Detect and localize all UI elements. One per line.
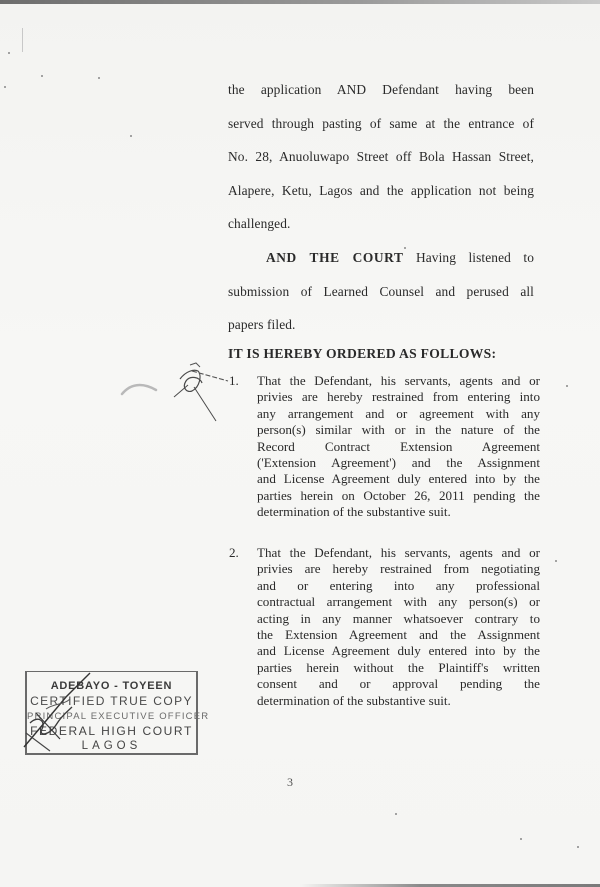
scan-speck bbox=[566, 385, 568, 387]
text-line: and License Agreement duly entered into by the bbox=[257, 643, 540, 659]
text-line: papers filed. bbox=[228, 317, 296, 332]
text-line: Record Contract Extension Agreement bbox=[257, 438, 540, 454]
scan-speck bbox=[8, 52, 10, 54]
text-line: Alapere, Ketu, Lagos and the application not being bbox=[228, 182, 534, 198]
scan-speck bbox=[98, 77, 100, 79]
scan-top-edge bbox=[0, 0, 600, 4]
text-line: No. 28, Anuoluwapo Street off Bola Hassan Street, bbox=[228, 149, 534, 164]
text-line: consent and or approval pending the bbox=[257, 676, 540, 692]
scan-speck bbox=[520, 838, 522, 840]
scan-speck bbox=[404, 247, 406, 249]
text-line: challenged. bbox=[228, 216, 291, 231]
stamp-certification: CERTIFIED TRUE COPY bbox=[30, 694, 193, 708]
text-line: ('Extension Agreement') and the Assignment bbox=[257, 455, 540, 471]
text-line: privies are hereby restrained from entering into bbox=[257, 389, 540, 405]
scan-artifact bbox=[22, 28, 23, 52]
order-item bbox=[229, 545, 540, 709]
scan-speck bbox=[41, 75, 43, 77]
text-line: served through pasting of same at the entrance of bbox=[228, 115, 534, 131]
text-line: That the Defendant, his servants, agents and or bbox=[257, 545, 540, 560]
text-line: person(s) similar with or in the nature of the bbox=[257, 422, 540, 438]
text-line: parties herein without the Plaintiff's written bbox=[257, 659, 540, 675]
scan-smudge bbox=[120, 380, 160, 396]
text-line: any arrangement and or agreement with any bbox=[257, 405, 540, 421]
text-line: contractual arrangement with any person(s) or bbox=[257, 594, 540, 610]
recital-paragraph bbox=[228, 73, 534, 241]
handwritten-signature-icon bbox=[170, 357, 230, 427]
text-line: the Extension Agreement and the Assignment bbox=[257, 627, 540, 643]
scan-speck bbox=[4, 86, 6, 88]
court-lead-text: AND THE COURT bbox=[266, 250, 404, 265]
text-line: acting in any manner whatsoever contrary to bbox=[257, 610, 540, 626]
stamp-location: LAGOS bbox=[81, 740, 142, 752]
scan-speck bbox=[130, 135, 132, 137]
stamp-court-name: FEDERAL HIGH COURT bbox=[30, 724, 193, 738]
order-text bbox=[257, 545, 540, 709]
text-line: and or entering into any professional bbox=[257, 577, 540, 593]
order-heading: IT IS HEREBY ORDERED AS FOLLOWS: bbox=[228, 346, 497, 361]
text-line: submission of Learned Counsel and perused all bbox=[228, 283, 534, 299]
text-fragment: Having listened to bbox=[415, 250, 534, 265]
text-line: privies are hereby restrained from negotiating bbox=[257, 561, 540, 577]
page-number: 3 bbox=[287, 775, 293, 789]
text-line: and License Agreement duly entered into by the bbox=[257, 471, 540, 487]
text-line bbox=[228, 241, 534, 275]
text-line: That the Defendant, his servants, agents and or bbox=[257, 373, 540, 388]
order-number: 1. bbox=[229, 373, 239, 388]
text-line: determination of the substantive suit. bbox=[257, 504, 451, 520]
order-item bbox=[229, 373, 540, 521]
scan-speck bbox=[395, 813, 397, 815]
scan-speck bbox=[555, 560, 557, 562]
certified-true-copy-stamp bbox=[25, 671, 210, 755]
stamp-officer-name: ADEBAYO - TOYEEN bbox=[50, 680, 173, 692]
stamp-officer-title: PRINCIPAL EXECUTIVE OFFICER bbox=[27, 711, 210, 722]
text-line: parties herein on October 26, 2011 pending the bbox=[257, 487, 540, 503]
order-number: 2. bbox=[229, 545, 239, 560]
text-line: determination of the substantive suit. bbox=[257, 692, 451, 708]
scan-speck bbox=[577, 846, 579, 848]
text-line: the application AND Defendant having been bbox=[228, 82, 534, 97]
court-recital-paragraph bbox=[228, 241, 534, 342]
order-text bbox=[257, 373, 540, 521]
